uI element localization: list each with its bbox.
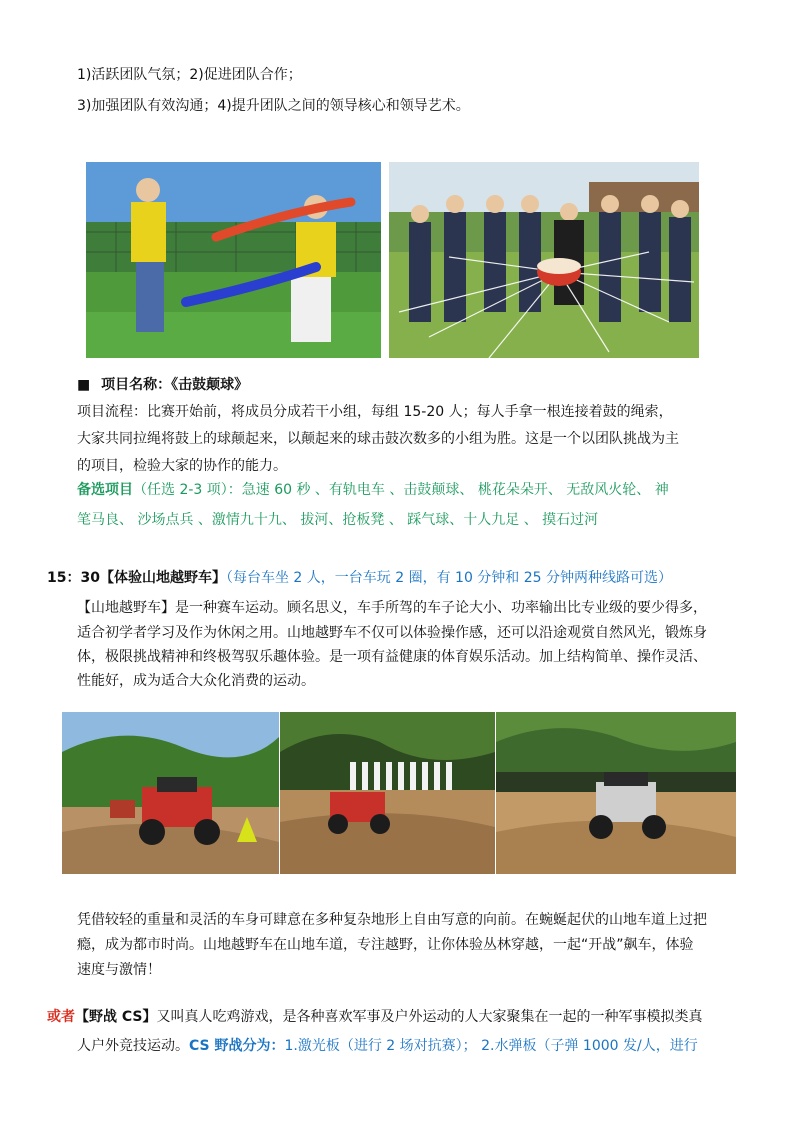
options-line-2: 笔马良、 沙场点兵 、激情九十九、 拔河、抢板凳 、 踩气球、十人九足 、 摸石过河 (77, 512, 599, 528)
offroad-heading (47, 567, 672, 589)
bullet-marker: ■ (77, 377, 91, 393)
offroad-title: 【体验山地越野车】 (99, 570, 226, 586)
drum-game-photo (389, 162, 699, 358)
drum-flow-line-1: 项目流程：比赛开始前，将成员分成若干小组，每组 15-20 人；每人手拿一根连接着鼓的绳索， (77, 404, 673, 420)
offroad-desc-line-1: 【山地越野车】是一种赛车运动。顾名思义，车手所驾的车子论大小、功率输出比专业级的要少得多， (77, 600, 707, 616)
drum-project-title: 项目名称：《击鼓颠球》 (101, 377, 249, 393)
offroad-para2-line-1: 凭借较轻的重量和灵活的车身可肆意在多种复杂地形上自由写意的向前。在蜿蜒起伏的山地车道上过把 (77, 912, 707, 928)
offroad-note: （每台车坐 2 人，一台车玩 2 圈，有 10 分钟和 25 分钟两种线路可选） (225, 570, 673, 586)
goal-line-2: 3)加强团队有效沟通；4)提升团队之间的领导核心和领导艺术。 (77, 98, 470, 114)
offroad-photo-3 (496, 712, 736, 874)
offroad-desc-line-2: 适合初学者学习及作为休闲之用。山地越野车不仅可以体验操作感，还可以沿途观赏自然风光，锻炼身 (77, 625, 707, 641)
drum-flow-line-3: 的项目，检验大家的协作的能力。 (77, 458, 287, 474)
drum-flow-line-2: 大家共同拉绳将鼓上的球颠起来，以颠起来的球击鼓次数多的小组为胜。这是一个以团队挑战为主 (77, 431, 679, 447)
goal-line-1: 1)活跃团队气氛；2)促进团队合作； (77, 67, 302, 83)
offroad-desc-line-3: 体，极限挑战精神和终极驾驭乐趣体验。是一项有益健康的体育娱乐活动。加上结构简单、操作灵活、 (77, 649, 707, 665)
cs-split-detail: 1.激光板（进行 2 场对抗赛）； 2.水弹板（子弹 1000 发/人，进行 (284, 1038, 698, 1054)
options-label: 备选项目 (77, 482, 133, 498)
offroad-desc-line-4: 性能好，成为适合大众化消费的运动。 (77, 673, 315, 689)
cs-title: 【野战 CS】 (75, 1009, 157, 1025)
cs-line-1-text: 又叫真人吃鸡游戏，是各种喜欢军事及户外运动的人大家聚集在一起的一种军事模拟类真 (156, 1009, 703, 1025)
cs-or-label: 或者 (47, 1009, 75, 1025)
drum-project-heading (77, 374, 248, 396)
options-line-1 (77, 479, 669, 501)
cs-line-2 (77, 1035, 698, 1057)
cs-split-label: CS 野战分为： (189, 1038, 285, 1054)
offroad-photo-2 (280, 712, 495, 874)
offroad-para2-line-2: 瘾，成为都市时尚。山地越野车在山地车道，专注越野，让你体验丛林穿越，一起“开战”飙车，体验 (77, 937, 694, 953)
options-text-1: （任选 2-3 项）：急速 60 秒 、有轨电车 、击鼓颠球、 桃花朵朵开、 无敌风火轮、 神 (133, 482, 669, 498)
offroad-photo-1 (62, 712, 279, 874)
cs-line-2-start: 人户外竞技运动。 (77, 1038, 189, 1054)
team-game-photo (86, 162, 381, 358)
offroad-para2-line-3: 速度与激情！ (77, 962, 161, 978)
offroad-time: 15：30 (47, 570, 100, 586)
cs-line-1 (47, 1006, 703, 1028)
